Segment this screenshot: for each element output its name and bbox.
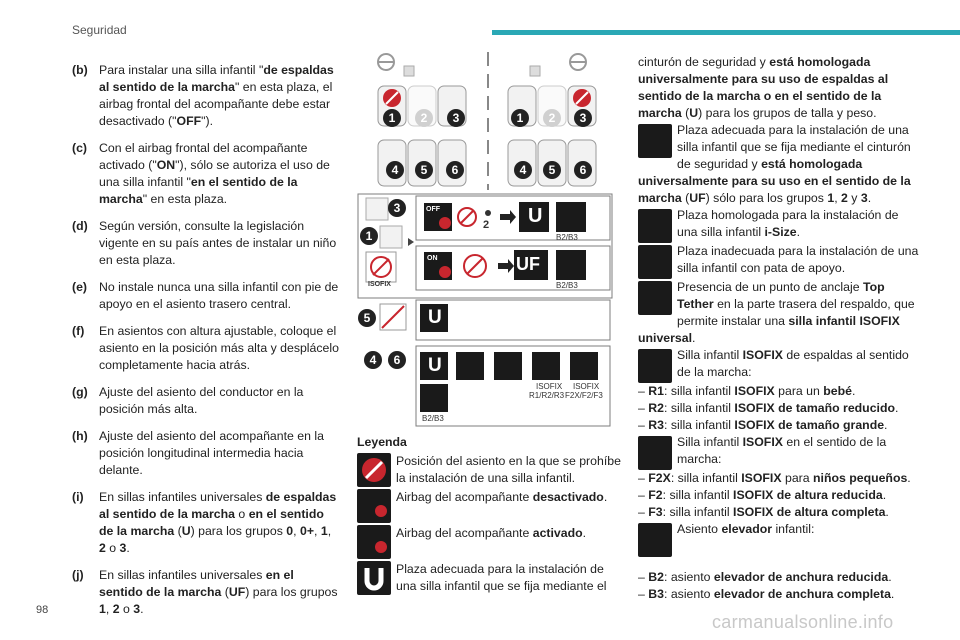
isofix-forward-label: ISOFIX <box>573 382 600 391</box>
text: En sillas infantiles universales <box>99 568 266 582</box>
page-number: 98 <box>36 604 49 616</box>
bold-text: 3 <box>133 602 141 616</box>
text: . <box>796 225 801 239</box>
note-letter: (j) <box>72 568 84 582</box>
seat-number-badge: 6 <box>388 351 406 369</box>
seat-number-badge: 6 <box>446 161 464 179</box>
bold-text: R2 <box>648 401 664 415</box>
seat-number-badge: 1 <box>511 109 529 127</box>
note-letter: (h) <box>72 429 88 443</box>
bold-text: en el sentido de la marcha <box>99 568 294 599</box>
note-letter: (b) <box>72 63 88 77</box>
bold-text: niños pequeños <box>813 471 908 485</box>
u-badge-label: U <box>428 355 442 376</box>
bold-text: ISOFIX <box>734 384 775 398</box>
i-size-icon <box>638 209 672 243</box>
text: en la parte trasera del respaldo, que permite instalar una <box>677 297 915 328</box>
seat-number-badge: 3 <box>388 199 406 217</box>
airbag-off-label: OFF <box>426 206 440 213</box>
text: infantil: <box>772 522 815 536</box>
text: . <box>126 541 130 555</box>
text: Con el airbag frontal del acompañante activado (" <box>99 141 308 172</box>
legend-line <box>638 586 920 603</box>
text: En asientos con altura ajustable, coloque el asiento en la posición más alta y desplácelo completamente hacia atrás. <box>99 324 339 372</box>
text: , <box>293 524 300 538</box>
text: . <box>140 602 144 616</box>
legend-entry <box>638 207 920 243</box>
legend-row <box>357 489 622 523</box>
legend-title: Leyenda <box>357 435 407 449</box>
text: , <box>834 191 842 205</box>
top-tether-icon <box>494 352 522 380</box>
text: ) para los grupos <box>245 585 338 599</box>
isofix-rear-facing-icon <box>638 349 672 383</box>
airbag-on-icon <box>357 525 391 559</box>
bold-text: ISOFIX <box>742 435 783 449</box>
text: : silla infantil <box>662 505 734 519</box>
bold-text: ISOFIX de altura reducida <box>733 488 883 502</box>
text: . <box>882 488 887 502</box>
seat-number-badge: 4 <box>364 351 382 369</box>
note-letter: (c) <box>72 141 88 155</box>
no-support-leg-icon <box>380 304 406 330</box>
text: : asiento <box>664 570 714 584</box>
seat-number-badge: 1 <box>360 227 378 245</box>
text: Según versión, consulte la legislación vigente en su país antes de instalar un niño en esta plaza. <box>99 219 337 267</box>
text: No instale nunca una silla infantil con pie de apoyo en el asiento trasero central. <box>99 280 339 311</box>
bold-text: i-Size <box>764 225 797 239</box>
text: de espaldas al sentido de la marcha: <box>677 348 909 379</box>
bold-text: de espaldas al sentido de la marcha <box>99 63 334 94</box>
text: – <box>638 570 649 584</box>
text: – <box>638 505 649 519</box>
airbag-switch-icon <box>530 66 540 76</box>
bold-text: 1 <box>320 524 328 538</box>
text: ) para los grupos de talla y peso. <box>698 106 877 120</box>
isofix-rear-groups: R1/R2/R3 <box>529 391 565 400</box>
text: – <box>638 471 649 485</box>
legend-entry <box>638 347 920 383</box>
bold-text: desactivado <box>532 490 604 504</box>
isofix-forward-facing-icon <box>638 436 672 470</box>
text: " en esta plaza, el airbag frontal del acompañante debe estar desactivado (" <box>99 80 333 128</box>
isofix-label: ISOFIX <box>368 281 391 288</box>
steering-wheel-icon <box>570 54 586 70</box>
text: o <box>235 507 249 521</box>
bold-text: 1 <box>99 602 106 616</box>
text: : silla infantil <box>664 418 735 432</box>
text: : asiento <box>664 587 714 601</box>
bold-text: ISOFIX <box>742 348 783 362</box>
legend-row <box>357 453 622 487</box>
bold-text: ON <box>156 158 176 172</box>
text: Plaza adecuada para la instalación de una silla infantil que se fija mediante el <box>396 562 607 593</box>
text: Silla infantil <box>677 348 743 362</box>
legend-line <box>638 569 920 586</box>
seat-number-badge: 2 <box>543 109 561 127</box>
legend-text <box>391 453 622 487</box>
bold-text: de espaldas al sentido de la marcha <box>99 490 337 521</box>
text: cinturón de seguridad y <box>638 55 770 69</box>
bold-text: elevador de anchura completa <box>713 587 891 601</box>
bold-text: Top Tether <box>677 280 885 311</box>
text: y <box>847 191 861 205</box>
bold-text: 0 <box>286 524 294 538</box>
prohibited-icon <box>383 89 401 107</box>
watermark: carmanualsonline.info <box>712 612 894 632</box>
text: "). <box>201 114 213 128</box>
bold-text: F2X <box>648 471 671 485</box>
text: ( <box>681 106 690 120</box>
bold-text: 2 <box>99 541 106 555</box>
text: Airbag del acompañante <box>396 490 533 504</box>
text: . <box>884 418 888 432</box>
text: ) para los grupos <box>190 524 287 538</box>
text: : silla infantil <box>662 488 734 502</box>
no-support-leg-icon <box>366 252 396 282</box>
text: . <box>894 401 899 415</box>
legend-entry <box>638 279 920 347</box>
person-icon <box>485 210 491 216</box>
text: . <box>885 505 889 519</box>
u-icon <box>357 561 391 595</box>
bold-text: está homologada universalmente para su uso en el sentido de la marcha <box>638 157 911 205</box>
seat-number-badge: 6 <box>574 161 592 179</box>
text: . <box>907 471 911 485</box>
legend-text <box>391 489 622 523</box>
bold-text: R3 <box>648 418 664 432</box>
text: – <box>638 488 649 502</box>
bold-text: B3 <box>648 587 664 601</box>
i-size-icon <box>556 202 586 232</box>
text: "), sólo se autoriza el uso de una silla infantil " <box>99 158 330 189</box>
text: para un <box>774 384 824 398</box>
legend-continued <box>638 54 920 603</box>
b2b3-label: B2/B3 <box>556 281 578 290</box>
legend-line <box>638 487 920 504</box>
bold-text: 0+ <box>299 524 315 538</box>
legend-line <box>638 417 920 434</box>
bold-text: ISOFIX <box>741 471 782 485</box>
i-size-icon <box>556 250 586 280</box>
bold-text: F2 <box>648 488 663 502</box>
booster-seat-icon <box>638 523 672 557</box>
legend-line <box>638 504 920 521</box>
bold-text: 3 <box>860 191 868 205</box>
legend-entry <box>638 243 920 279</box>
text: ( <box>681 191 690 205</box>
bold-text: ISOFIX de tamaño reducido <box>734 401 895 415</box>
isofix-rear-facing-icon <box>532 352 560 380</box>
text: ( <box>221 585 229 599</box>
isofix-forward-facing-icon <box>570 352 598 380</box>
bold-text: B2 <box>648 570 664 584</box>
bold-text: UF <box>689 191 706 205</box>
legend-line <box>638 54 920 122</box>
text: Para instalar una silla infantil " <box>99 63 264 77</box>
top-tether-icon <box>638 281 672 315</box>
isofix-rear-label: ISOFIX <box>536 382 563 391</box>
text: En sillas infantiles universales <box>99 490 266 504</box>
seat-number-badge: 3 <box>447 109 465 127</box>
airbag-switch-icon <box>404 66 414 76</box>
seat-number-badge: 5 <box>415 161 433 179</box>
legend-row <box>357 525 622 559</box>
text: . <box>867 191 872 205</box>
support-leg-icon <box>638 245 672 279</box>
bold-text: 1 <box>827 191 835 205</box>
text: o <box>105 541 120 555</box>
text: : silla infantil <box>670 471 742 485</box>
bold-text: activado <box>532 526 583 540</box>
text: – <box>638 401 649 415</box>
text: " en esta plaza. <box>142 192 228 206</box>
bold-text: U <box>689 106 699 120</box>
uf-icon <box>638 124 672 158</box>
group-two-label: 2 <box>483 219 490 231</box>
airbag-on-label: ON <box>427 255 438 262</box>
bold-text: ISOFIX de tamaño grande <box>734 418 885 432</box>
text: , <box>314 524 321 538</box>
text: ( <box>174 524 182 538</box>
legend <box>357 434 622 595</box>
legend-line <box>638 470 920 487</box>
legend-row <box>357 561 622 595</box>
text: para <box>781 471 814 485</box>
bold-text: ISOFIX de altura completa <box>733 505 886 519</box>
note-letter: (d) <box>72 219 88 233</box>
u-badge-label: U <box>428 307 442 328</box>
text: . <box>888 570 892 584</box>
bold-text: en el sentido de la marcha <box>99 175 298 206</box>
text: Ajuste del asiento del acompañante en la posición longitudinal intermedia hacia delante. <box>99 429 324 477</box>
bold-text: F3 <box>648 505 663 519</box>
booster-seat-icon <box>420 384 448 412</box>
legend-line <box>638 383 920 400</box>
bold-text: elevador <box>721 522 773 536</box>
text: . <box>603 490 608 504</box>
bold-text: OFF <box>176 114 202 128</box>
text: Silla infantil <box>677 435 743 449</box>
bold-text: 2 <box>841 191 848 205</box>
prohibited-icon <box>573 89 591 107</box>
bold-text: elevador de anchura reducida <box>713 570 889 584</box>
seat-number-badge: 5 <box>543 161 561 179</box>
note-letter: (i) <box>72 490 84 504</box>
bold-text: silla infantil ISOFIX universal <box>638 314 900 345</box>
airbag-off-icon <box>357 489 391 523</box>
seat-thumb <box>380 226 402 248</box>
b2b3-label: B2/B3 <box>422 414 444 423</box>
b2b3-label: B2/B3 <box>556 233 578 242</box>
legend-entry <box>638 122 920 207</box>
legend-text <box>391 561 622 595</box>
bold-text: 3 <box>119 541 127 555</box>
seat-number-badge: 4 <box>386 161 404 179</box>
text: . <box>890 587 895 601</box>
seat-number-badge: 3 <box>574 109 592 127</box>
text: Asiento <box>677 522 722 536</box>
text: , <box>327 524 332 538</box>
text: Posición del asiento en la que se prohíbe la instalación de una silla infantil. <box>396 454 621 485</box>
text: . <box>692 331 696 345</box>
text: , <box>105 602 113 616</box>
legend-entry <box>638 521 920 557</box>
text: ) sólo para los grupos <box>705 191 828 205</box>
isofix-forward-groups: F2X/F2/F3 <box>565 391 603 400</box>
i-size-icon <box>456 352 484 380</box>
bold-text: bebé <box>823 384 852 398</box>
bold-text: U <box>181 524 191 538</box>
text: : silla infantil <box>664 401 735 415</box>
text: Presencia de un punto de anclaje <box>677 280 863 294</box>
prohibited-icon <box>357 453 391 487</box>
note-letter: (f) <box>72 324 85 338</box>
bold-text: 2 <box>112 602 120 616</box>
text: Plaza adecuada para la instalación de una silla infantil que se fija mediante el cinturón de seguridad y <box>677 123 911 171</box>
bold-text: en el sentido de la marcha <box>99 507 324 538</box>
uf-badge-label: UF <box>516 254 540 274</box>
steering-wheel-icon <box>378 54 394 70</box>
text: Airbag del acompañante <box>396 526 533 540</box>
text: . <box>851 384 856 398</box>
text: o <box>119 602 134 616</box>
text: – <box>638 587 649 601</box>
seat-number-badge: 4 <box>514 161 532 179</box>
text: – <box>638 384 649 398</box>
legend-text <box>391 525 622 559</box>
bold-text: está homologada universalmente para su uso de espaldas al sentido de la marcha o en el sentido de la marcha <box>638 55 889 120</box>
note-letter: (e) <box>72 280 88 294</box>
text: . <box>582 526 587 540</box>
text: Ajuste del asiento del conductor en la posición más alta. <box>99 385 304 416</box>
text: – <box>638 418 649 432</box>
legend-line <box>638 400 920 417</box>
seat-thumb <box>366 198 388 220</box>
section-title: Seguridad <box>72 23 127 37</box>
bold-text: R1 <box>648 384 664 398</box>
text: : silla infantil <box>664 384 735 398</box>
seat-number-badge: 1 <box>383 109 401 127</box>
text: Plaza inadecuada para la instalación de una silla infantil con pata de apoyo. <box>677 244 919 275</box>
legend-entry <box>638 434 920 470</box>
note-letter: (g) <box>72 385 88 399</box>
seat-number-badge: 5 <box>358 309 376 327</box>
text: en el sentido de la marcha: <box>677 435 887 466</box>
text: Plaza homologada para la instalación de una silla infantil <box>677 208 899 239</box>
u-badge-label: U <box>528 205 543 227</box>
bold-text: UF <box>228 585 246 599</box>
seat-number-badge: 2 <box>415 109 433 127</box>
